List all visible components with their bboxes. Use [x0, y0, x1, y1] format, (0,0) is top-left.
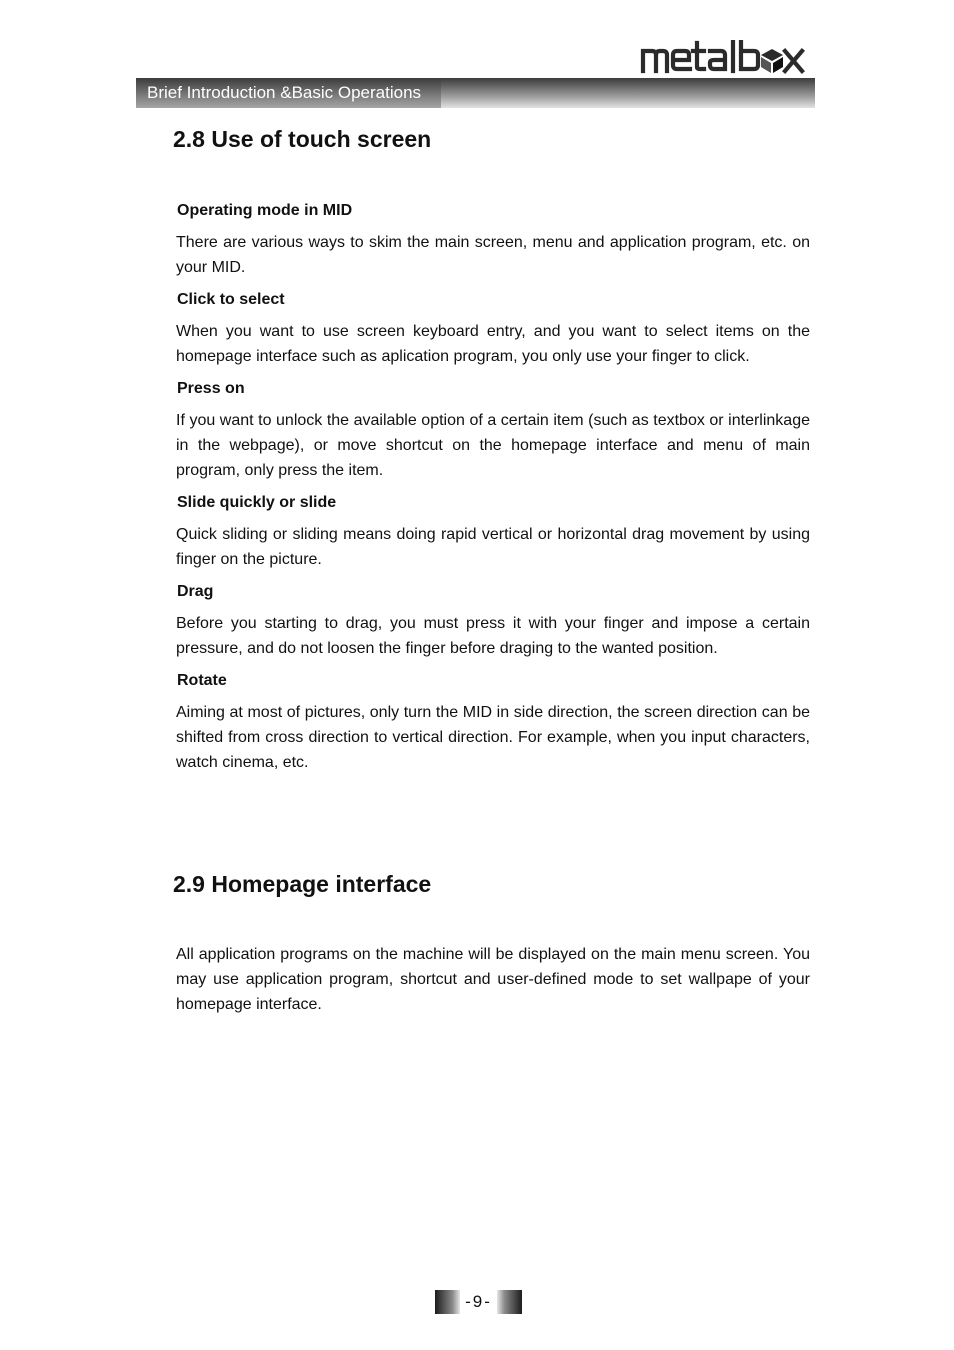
metalbox-logo: [640, 40, 806, 74]
footer-left-gradient: [435, 1290, 460, 1314]
page-number: -9-: [465, 1292, 492, 1311]
header-bar: [136, 78, 815, 108]
section-title-homepage-interface: 2.9 Homepage interface: [173, 871, 432, 897]
paragraph-click-to-select: When you want to use screen keyboard entry, and you want to select items on the homepage interface such as aplication program, you only use your finger to click.: [176, 323, 810, 365]
header-section-label: Brief Introduction &Basic Operations: [136, 78, 441, 108]
subheading-drag: Drag: [177, 583, 214, 600]
section-title-touch-screen: 2.8 Use of touch screen: [173, 126, 432, 152]
page-footer: [435, 1290, 522, 1314]
subheading-rotate: Rotate: [177, 672, 227, 689]
paragraph-homepage-interface: All application programs on the machine will be displayed on the main menu screen. You may use application program, shortcut and user-defined mode to set wallpape of your homepage interface.: [176, 946, 810, 1013]
subheading-press-on: Press on: [177, 380, 245, 397]
subheading-click-to-select: Click to select: [177, 291, 285, 308]
paragraph-drag: Before you starting to drag, you must press it with your finger and impose a certain pressure, and do not loosen the finger before draging to the wanted position.: [176, 615, 810, 657]
paragraph-operating-mode: There are various ways to skim the main screen, menu and application program, etc. on your MID.: [176, 234, 810, 276]
homepage-interface-content: [176, 942, 810, 1024]
paragraph-press-on: If you want to unlock the available option of a certain item (such as textbox or interlinkage in the webpage), or move shortcut on the homepage interface and menu of main program, only press the item.: [176, 412, 810, 479]
touch-screen-content: [176, 198, 810, 782]
subheading-operating-mode: Operating mode in MID: [177, 202, 353, 219]
paragraph-slide: Quick sliding or sliding means doing rapid vertical or horizontal drag movement by using finger on the picture.: [176, 526, 810, 568]
paragraph-rotate: Aiming at most of pictures, only turn the MID in side direction, the screen direction can be shifted from cross direction to vertical direction. For example, when you input characters, watch cinema, etc.: [176, 704, 810, 771]
footer-right-gradient: [497, 1290, 522, 1314]
subheading-slide: Slide quickly or slide: [177, 494, 337, 511]
